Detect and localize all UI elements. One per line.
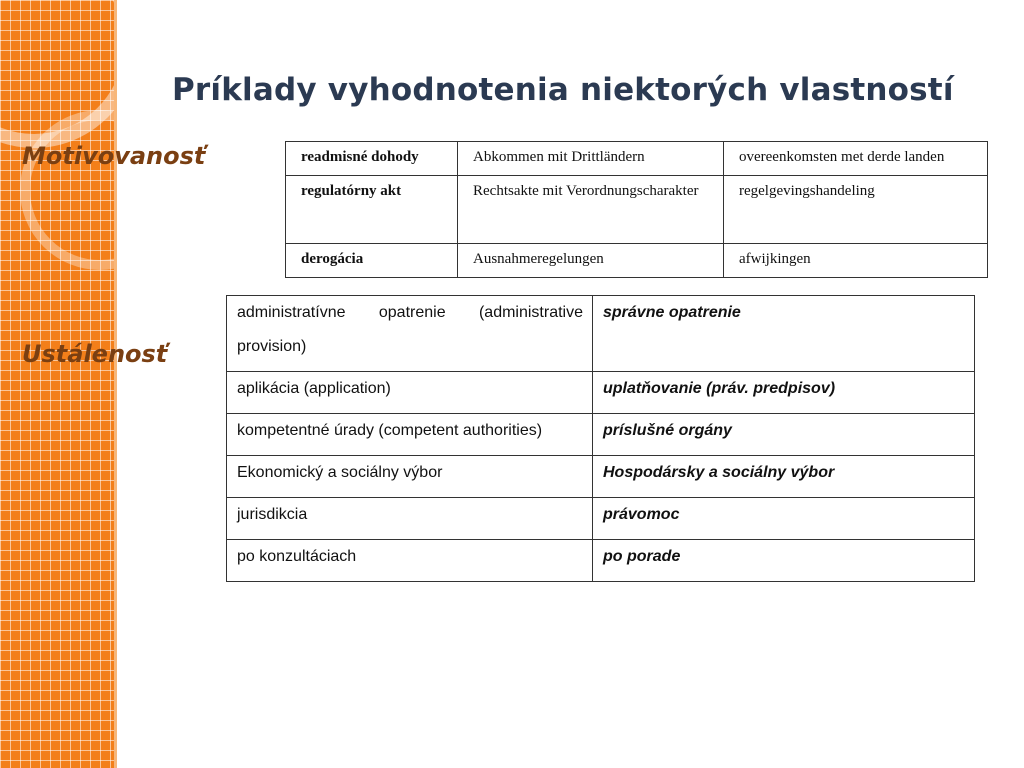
cell-text: jurisdikcia: [237, 506, 308, 523]
cell-text: aplikácia (application): [237, 380, 391, 397]
table-cell-target-term: [593, 372, 975, 414]
table-cell-source-term: [227, 498, 593, 540]
table-cell-source-term: [227, 296, 593, 372]
table-cell-source-term: [227, 372, 593, 414]
table-cell-term: readmisné dohody: [286, 142, 458, 176]
cell-text: administratívne opatrenie (administrative provision): [237, 304, 583, 355]
table-cell-source-term: [227, 540, 593, 582]
side-strip-edge: [114, 0, 117, 768]
translation-table-motivovanost: [285, 141, 988, 278]
table-cell-german: [458, 176, 724, 244]
table-cell-term: [286, 176, 458, 244]
table-row: [286, 244, 988, 278]
table-row: [227, 414, 975, 456]
cell-text: Hospodársky a sociálny výbor: [603, 464, 835, 481]
table-cell-target-term: [593, 414, 975, 456]
cell-text: uplatňovanie (práv. predpisov): [603, 380, 836, 397]
cell-text: regelgevingshandeling: [739, 183, 875, 199]
table-cell-dutch: overeenkomsten met derde landen: [724, 142, 988, 176]
table-row: [227, 372, 975, 414]
table-row: [286, 176, 988, 244]
cell-text: právomoc: [603, 506, 680, 523]
table-row: [227, 456, 975, 498]
cell-text: regulatórny akt: [301, 183, 402, 199]
label-motivovanost: Motivovanosť: [22, 142, 206, 170]
cell-text: kompetentné úrady (competent authorities): [237, 422, 543, 439]
table-cell-source-term: [227, 414, 593, 456]
table-cell-dutch: [724, 176, 988, 244]
table-cell-term: derogácia: [286, 244, 458, 278]
label-ustalenost: Ustálenosť: [22, 340, 168, 368]
decorative-side-strip: [0, 0, 114, 768]
table-row: [227, 296, 975, 372]
cell-text: príslušné orgány: [603, 422, 732, 439]
cell-text: Rechtsakte mit Verordnungscharakter: [473, 183, 699, 199]
table-cell-target-term: [593, 498, 975, 540]
slide-title: Príklady vyhodnotenia niektorých vlastností: [172, 72, 954, 108]
table-row: [227, 498, 975, 540]
table-row: [227, 540, 975, 582]
table-cell-source-term: [227, 456, 593, 498]
table-cell-german: Abkommen mit Drittländern: [458, 142, 724, 176]
cell-text: správne opatrenie: [603, 304, 741, 321]
table-cell-german: Ausnahmeregelungen: [458, 244, 724, 278]
table-cell-target-term: [593, 296, 975, 372]
table-cell-target-term: [593, 540, 975, 582]
table-row: [286, 142, 988, 176]
translation-table-ustalenost: [226, 295, 975, 582]
cell-text: po konzultáciach: [237, 548, 357, 565]
table-cell-target-term: [593, 456, 975, 498]
table-cell-dutch: afwijkingen: [724, 244, 988, 278]
cell-text: Ekonomický a sociálny výbor: [237, 464, 443, 481]
cell-text: po porade: [603, 548, 681, 565]
